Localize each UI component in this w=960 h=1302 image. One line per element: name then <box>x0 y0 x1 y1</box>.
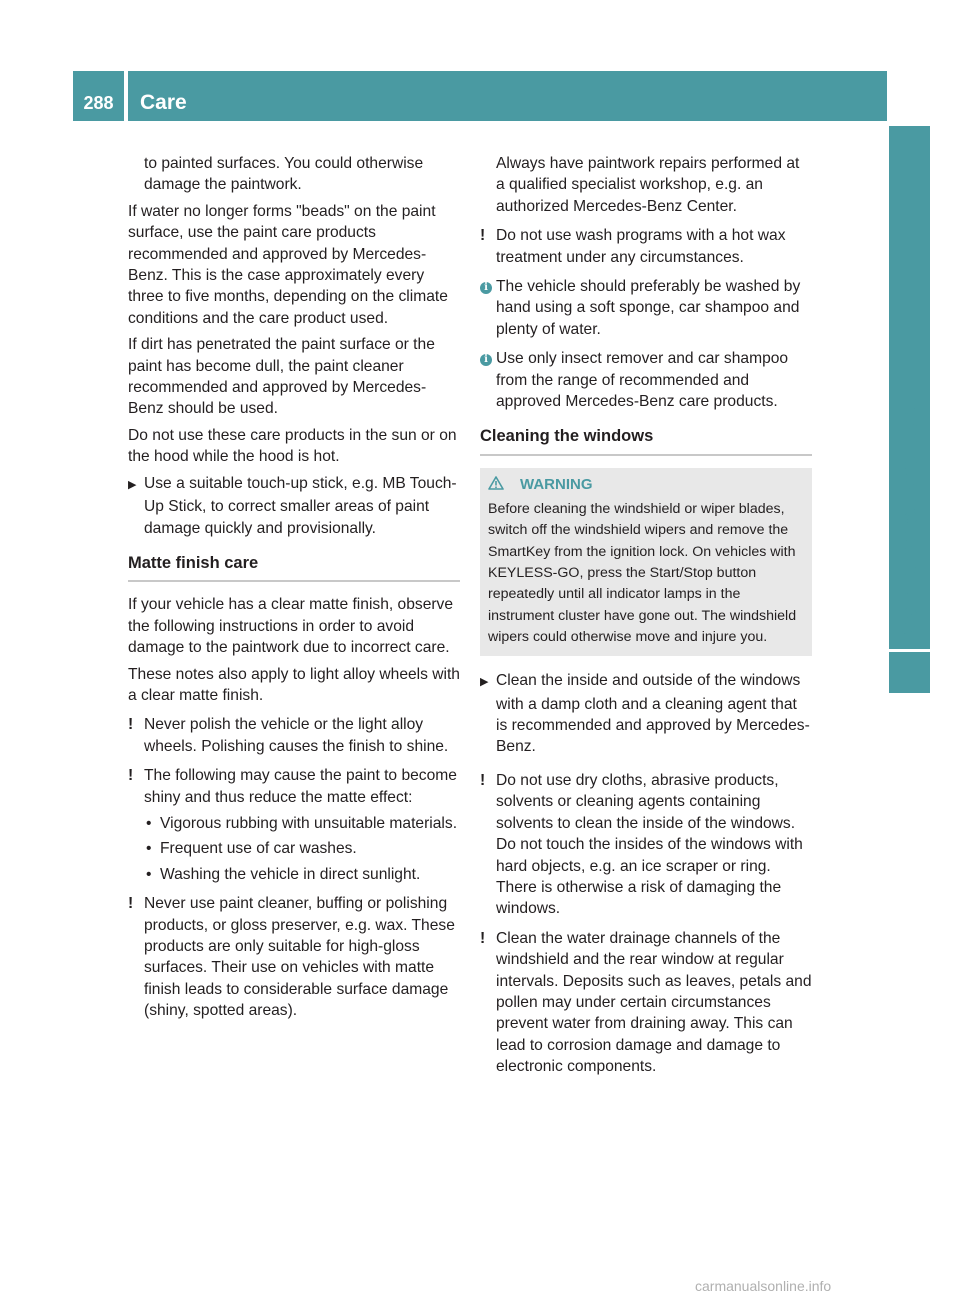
section-heading: Cleaning the windows <box>480 426 812 455</box>
bullet-icon: • <box>146 840 152 858</box>
side-tab-marker <box>889 652 930 693</box>
left-column <box>128 153 460 1027</box>
warning-text: Before cleaning the windshield or wiper blades, switch off the windshield wipers and remove the SmartKey from the ignition lock. On vehicles with KEYLESS-GO, press the Start/Stop button repeatedly until all indicator lamps in the instrument cluster have gone out. The windshield wipers could otherwise move and injure you. <box>488 501 797 645</box>
step-arrow-icon: ▶ <box>128 478 137 491</box>
side-chapter-label: Maintenance and care <box>896 397 922 638</box>
exclamation-icon: ! <box>128 895 134 913</box>
exclamation-icon: ! <box>128 767 134 785</box>
paragraph: Always have paintwork repairs performed at a qualified specialist workshop, e.g. an authorized Mercedes-Benz Center. <box>496 155 800 215</box>
step-arrow-icon: ▶ <box>480 676 489 689</box>
page-number: 288 <box>73 71 124 121</box>
paragraph: If dirt has penetrated the paint surface or the paint has become dull, the paint cleaner recommended and approved by Mercedes-Benz should be used. <box>128 336 435 418</box>
warning-triangle-icon <box>488 476 504 490</box>
info-note: i The vehicle should preferably be washed by hand using a soft sponge, car shampoo and plenty of water. <box>480 276 812 340</box>
info-icon: i <box>480 282 492 294</box>
exclamation-icon: ! <box>480 227 486 245</box>
instruction-step: ▶ Use a suitable touch-up stick, e.g. MB Touch-Up Stick, to correct smaller areas of paint damage quickly and provisionally. <box>128 474 457 537</box>
right-column <box>480 153 812 1083</box>
warning-title: WARNING <box>488 474 804 495</box>
paragraph: If your vehicle has a clear matte finish, observe the following instructions in order to avoid damage to the paintwork due to incorrect care. <box>128 596 454 657</box>
section-title: Care <box>128 71 887 121</box>
list-item: • Frequent use of car washes. <box>144 838 460 859</box>
instruction-step: ▶ Clean the inside and outside of the windows with a damp cloth and a cleaning agent that is recommended and approved by Mercedes-Benz. <box>480 672 810 756</box>
bullet-list <box>128 813 460 885</box>
exclamation-icon: ! <box>480 771 486 789</box>
warning-box <box>480 468 812 656</box>
caution-note: ! Do not use dry cloths, abrasive products, solvents or cleaning agents containing solvents to clean the inside of the windows. Do not touch the insides of the windows with hard objects, e.g. an ice scraper or ring. There is otherwise a risk of damaging the windows. <box>480 771 803 918</box>
exclamation-icon: ! <box>128 716 134 734</box>
list-item: • Washing the vehicle in direct sunlight. <box>144 864 460 885</box>
exclamation-icon: ! <box>480 929 486 947</box>
caution-note: ! Clean the water drainage channels of the windshield and the rear window at regular intervals. Deposits such as leaves, petals and pollen may under certain circumstances prevent water from draining away. This can lead to corrosion damage and damage to electronic components. <box>480 929 812 1076</box>
paragraph: These notes also apply to light alloy wheels with a clear matte finish. <box>128 665 460 704</box>
section-heading: Matte finish care <box>128 553 460 582</box>
bullet-icon: • <box>146 865 152 883</box>
info-icon: i <box>480 354 492 366</box>
caution-note: ! Never use paint cleaner, buffing or polishing products, or gloss preserver, e.g. wax. These products are only suitable for high-gloss surfaces. Their use on vehicles with matte finish leads to considerable surface damage (shiny, spotted areas). <box>128 895 455 1020</box>
info-note: i Use only insect remover and car shampoo from the range of recommended and approved Mercedes-Benz care products. <box>480 348 812 412</box>
paragraph: Do not use these care products in the sun or on the hood while the hood is hot. <box>128 426 457 466</box>
paragraph: to painted surfaces. You could otherwise damage the paintwork. <box>144 155 424 194</box>
list-item: • Vigorous rubbing with unsuitable materials. <box>144 813 460 834</box>
bullet-icon: • <box>146 814 152 832</box>
caution-note: ! Never polish the vehicle or the light alloy wheels. Polishing causes the finish to shine. <box>128 716 449 755</box>
caution-note: ! The following may cause the paint to become shiny and thus reduce the matte effect: <box>128 767 457 806</box>
watermark: carmanualsonline.info <box>695 1278 832 1294</box>
caution-note: ! Do not use wash programs with a hot wax treatment under any circumstances. <box>480 227 786 266</box>
paragraph: If water no longer forms "beads" on the paint surface, use the paint care products recommended and approved by Mercedes-Benz. This is the case approximately every three to five months, depending on the climate conditions and the care product used. <box>128 202 448 327</box>
